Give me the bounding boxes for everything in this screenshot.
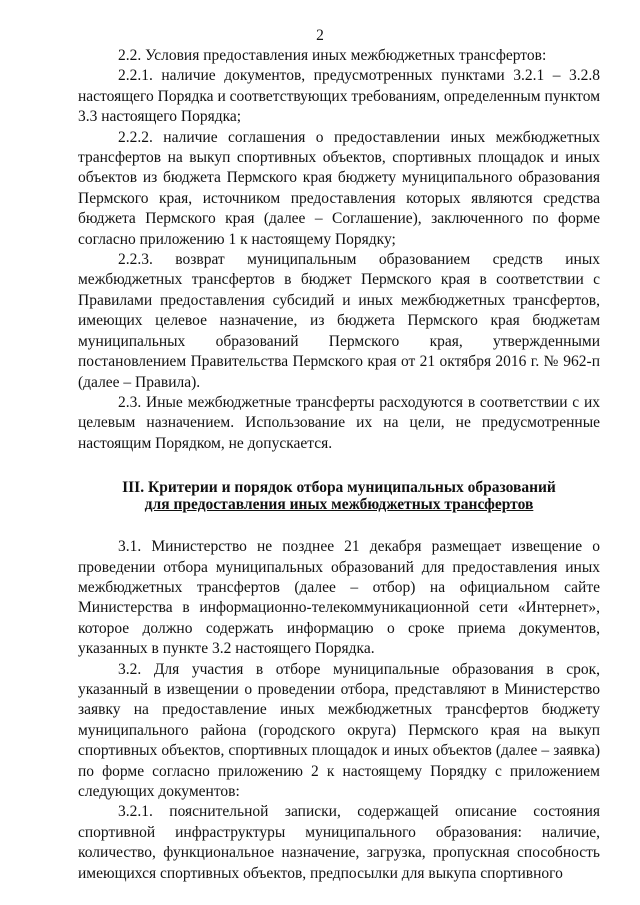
paragraph-2-2-2: 2.2.2. наличие соглашения о предоставлении иных межбюджетных трансфертов на выкуп спортивных объектов, спортивных площадок и иных объектов из бюджета Пермского края бюджету муниципального образования Пермского края, источником предоставления которых являются средства бюджета Пермского края (далее – Соглашение), заключенного по форме согласно приложению 1 к настоящему Порядку; [78, 128, 600, 248]
section-heading [78, 480, 600, 513]
paragraph-3-2: 3.2. Для участия в отборе муниципальные образования в срок, указанный в извещении о проведении отбора, представляют в Министерство заявку на предоставление иных межбюджетных трансфертов бюджету муниципального района (городского округа) Пермского края на выкуп спортивных объектов, спортивных площадок и иных объектов (далее – заявка) по форме согласно приложению 2 к настоящему Порядку с приложением следующих документов: [78, 660, 600, 800]
section-heading-line-2: для предоставления иных межбюджетных трансфертов [144, 495, 534, 513]
section-heading-line-1: III. Критерии и порядок отбора муниципальных образований [122, 479, 556, 497]
paragraph-3-1: 3.1. Министерство не позднее 21 декабря размещает извещение о проведении отбора муниципальных образований для предоставления иных межбюджетных трансфертов (далее – отбор) на официальном сайте Министерства в информационно-телекоммуникационной сети «Интернет», которое должно содержать информацию о сроке приема документов, указанных в пункте 3.2 настоящего Порядка. [78, 538, 600, 658]
page-number: 2 [316, 27, 324, 44]
paragraph-2-2: 2.2. Условия предоставления иных межбюджетных трансфертов: [118, 47, 547, 64]
paragraph-2-2-3: 2.2.3. возврат муниципальным образованием средств иных межбюджетных трансфертов в бюджет Пермского края в соответствии с Правилами предоставления субсидий и иных межбюджетных трансфертов, имеющих целевое назначение, из бюджета Пермского края бюджетам муниципальных образований Пермского края, утвержденными постановлением Правительства Пермского края от 21 октября 2016 г. № 962-п (далее – Правила). [78, 251, 600, 391]
document-body [78, 46, 600, 884]
paragraph-3-2-1: 3.2.1. пояснительной записки, содержащей описание состояния спортивной инфраструктуры муниципального образования: наличие, количество, функциональное назначение, загрузка, пропускная способность имеющихся спортивных объектов, предпосылки для выкупа спортивного [78, 803, 600, 882]
paragraph-2-3: 2.3. Иные межбюджетные трансферты расходуются в соответствии с их целевым назначением. Использование их на цели, не предусмотренные настоящим Порядком, не допускается. [78, 393, 600, 452]
paragraph-2-2-1: 2.2.1. наличие документов, предусмотренных пунктами 3.2.1 – 3.2.8 настоящего Порядка и соответствующих требованиям, определенным пунктом 3.3 настоящего Порядка; [78, 67, 600, 126]
